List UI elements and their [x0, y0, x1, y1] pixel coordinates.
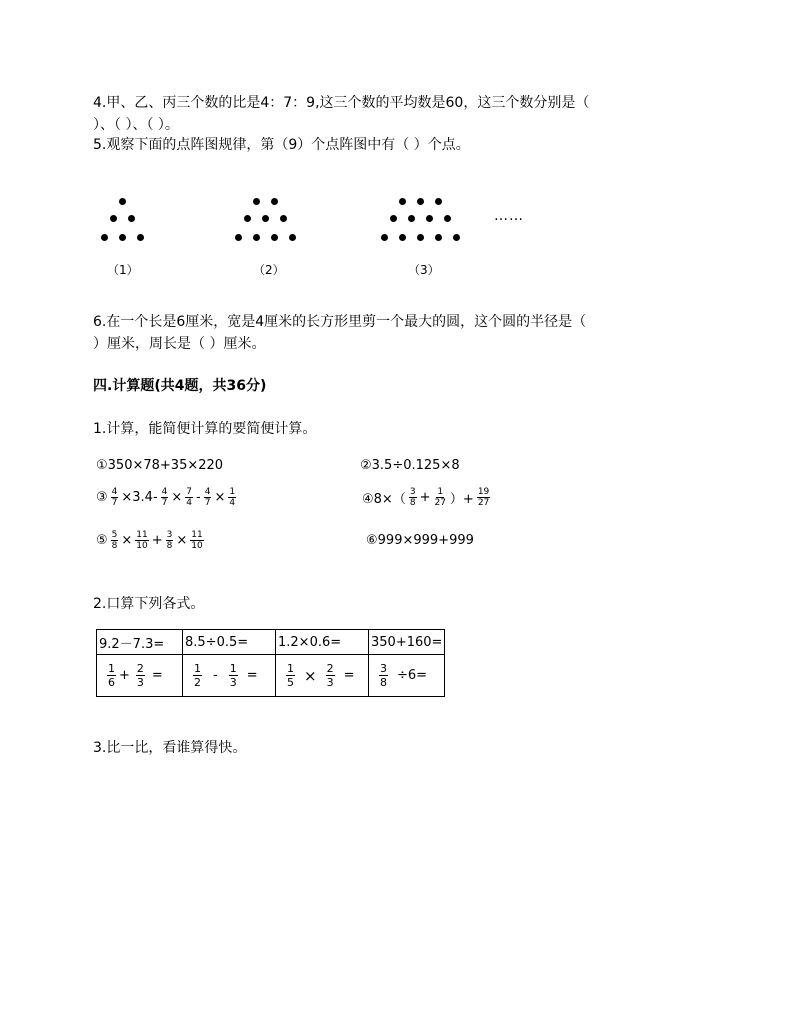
fraction [185, 487, 193, 508]
operator: ）+ [449, 492, 474, 507]
fraction-denominator: 3 [229, 676, 237, 689]
fraction-numerator: 11 [136, 530, 148, 540]
operator: ×3.4- [121, 490, 158, 505]
q6-line2: ）厘米，周长是（ ）厘米。 [93, 336, 266, 352]
fraction [286, 662, 295, 689]
fraction-denominator: 10 [136, 541, 148, 551]
dot [289, 234, 296, 241]
dot [417, 234, 424, 241]
fraction [111, 487, 119, 508]
fraction [136, 662, 145, 689]
calc-q2-title: 2.口算下列各式。 [93, 596, 205, 612]
fraction [228, 487, 236, 508]
fraction-denominator: 3 [136, 676, 144, 689]
fraction-numerator: 4 [111, 487, 118, 497]
operator: × [171, 490, 183, 505]
fraction [433, 487, 446, 508]
operator: × [304, 666, 317, 685]
problem-3-label: ③ [96, 490, 108, 505]
q6-line1: 6.在一个长是6厘米，宽是4厘米的长方形里剪一个最大的圆，这个圆的半径是（ [93, 314, 587, 330]
fraction-numerator: 3 [380, 662, 387, 675]
fraction-numerator: 11 [191, 530, 203, 540]
table-cell: 1.2×0.6= [276, 630, 369, 655]
problem-6: ⑥999×999+999 [366, 533, 474, 548]
fraction-numerator: 4 [204, 487, 211, 497]
table-row [97, 655, 445, 697]
dot [253, 234, 260, 241]
calc-q1-title: 1.计算，能简便计算的要简便计算。 [93, 421, 317, 437]
dot [110, 215, 117, 222]
equals-sign: = [151, 668, 163, 683]
fraction [409, 487, 417, 508]
fraction-numerator: 7 [186, 487, 193, 497]
dot [280, 215, 287, 222]
operator: × [176, 533, 188, 548]
fraction-numerator: 3 [166, 530, 173, 540]
q5-text: 5.观察下面的点阵图规律，第（9）个点阵图中有（ ）个点。 [93, 137, 470, 153]
fraction-denominator: 4 [186, 498, 193, 508]
table-cell [276, 655, 369, 697]
dot [390, 215, 397, 222]
equals-sign: = [343, 668, 355, 683]
fraction [111, 530, 119, 551]
fraction-numerator: 4 [161, 487, 168, 497]
fraction [190, 530, 203, 551]
dot [435, 234, 442, 241]
fraction-numerator: 3 [409, 487, 416, 497]
fraction-numerator: 1 [229, 487, 236, 497]
fraction [477, 487, 490, 508]
dot [128, 215, 135, 222]
calc-q3-title: 3.比一比，看谁算得快。 [93, 740, 247, 756]
dot-pattern-ellipsis: …… [494, 208, 524, 224]
table-row [97, 630, 445, 655]
fraction [107, 662, 116, 689]
dot-figure-label-3: （3） [408, 263, 440, 277]
dot [271, 198, 278, 205]
dot [417, 198, 424, 205]
fraction [229, 662, 238, 689]
mental-math-table [96, 629, 445, 697]
dot [244, 215, 251, 222]
fraction [204, 487, 212, 508]
fraction-numerator: 1 [287, 662, 294, 675]
dot [399, 234, 406, 241]
fraction-denominator: 10 [191, 541, 203, 551]
fraction-denominator: 8 [111, 541, 118, 551]
fraction-denominator: 4 [229, 498, 236, 508]
dot [381, 234, 388, 241]
fraction-denominator: 2 [194, 676, 201, 689]
fraction-numerator: 1 [194, 662, 201, 675]
problem-5-label: ⑤ [96, 533, 108, 548]
fraction-denominator: 8 [380, 676, 387, 689]
dot [426, 215, 433, 222]
dot [262, 215, 269, 222]
fraction-denominator: 7 [204, 498, 211, 508]
fraction-denominator: 5 [287, 676, 294, 689]
dot [101, 234, 108, 241]
dot [444, 215, 451, 222]
problem-1: ①350×78+35×220 [96, 458, 224, 473]
fraction-numerator: 1 [108, 662, 115, 675]
dot [235, 234, 242, 241]
fraction-numerator: 2 [136, 662, 144, 675]
fraction-denominator: 6 [108, 676, 115, 689]
fraction-numerator: 5 [111, 530, 118, 540]
problem-2: ②3.5÷0.125×8 [360, 458, 460, 473]
table-cell: 8.5÷0.5= [183, 630, 276, 655]
operator: + [151, 533, 163, 548]
fraction [166, 530, 174, 551]
fraction-numerator: 19 [477, 487, 490, 497]
dot [137, 234, 144, 241]
equals-sign: = [246, 668, 258, 683]
q4-line2: ）、（ ）、（ ）。 [93, 117, 179, 133]
fraction-denominator: 3 [326, 676, 334, 689]
problem-4 [362, 487, 493, 508]
fraction [193, 662, 202, 689]
problem-3 [96, 487, 239, 508]
fraction-numerator: 1 [229, 662, 237, 675]
operator: + [119, 668, 130, 683]
dot [119, 198, 126, 205]
operator: × [214, 490, 226, 505]
table-cell [369, 655, 445, 697]
fraction-denominator: 27 [477, 498, 490, 508]
dot-figure-label-1: （1） [107, 263, 139, 277]
section4-heading: 四.计算题(共4题，共36分) [93, 378, 267, 394]
q4-line1: 4.甲、乙、丙三个数的比是4：7：9,这三个数的平均数是60，这三个数分别是（ [93, 95, 590, 111]
dot [253, 198, 260, 205]
operator: ÷6= [397, 668, 428, 683]
fraction-denominator: 27 [434, 498, 446, 508]
problem-4-label: ④8×（ [362, 492, 406, 507]
fraction [135, 530, 148, 551]
dot-figure-label-2: （2） [253, 263, 285, 277]
operator: - [196, 490, 201, 505]
dot [453, 234, 460, 241]
fraction [161, 487, 169, 508]
fraction [379, 662, 388, 689]
table-cell [183, 655, 276, 697]
operator: × [121, 533, 133, 548]
fraction-denominator: 8 [166, 541, 173, 551]
dot [271, 234, 278, 241]
fraction-denominator: 7 [111, 498, 118, 508]
operator: + [419, 490, 431, 505]
table-cell: 350+160= [369, 630, 445, 655]
fraction-numerator: 1 [437, 487, 444, 497]
fraction-denominator: 8 [409, 498, 416, 508]
operator: - [213, 668, 218, 683]
dot [435, 198, 442, 205]
fraction-numerator: 2 [326, 662, 334, 675]
fraction-denominator: 7 [161, 498, 168, 508]
table-cell [97, 655, 183, 697]
dot [399, 198, 406, 205]
fraction [326, 662, 335, 689]
problem-5 [96, 530, 207, 551]
dot [408, 215, 415, 222]
table-cell: 9.2－7.3= [97, 630, 183, 655]
dot [119, 234, 126, 241]
